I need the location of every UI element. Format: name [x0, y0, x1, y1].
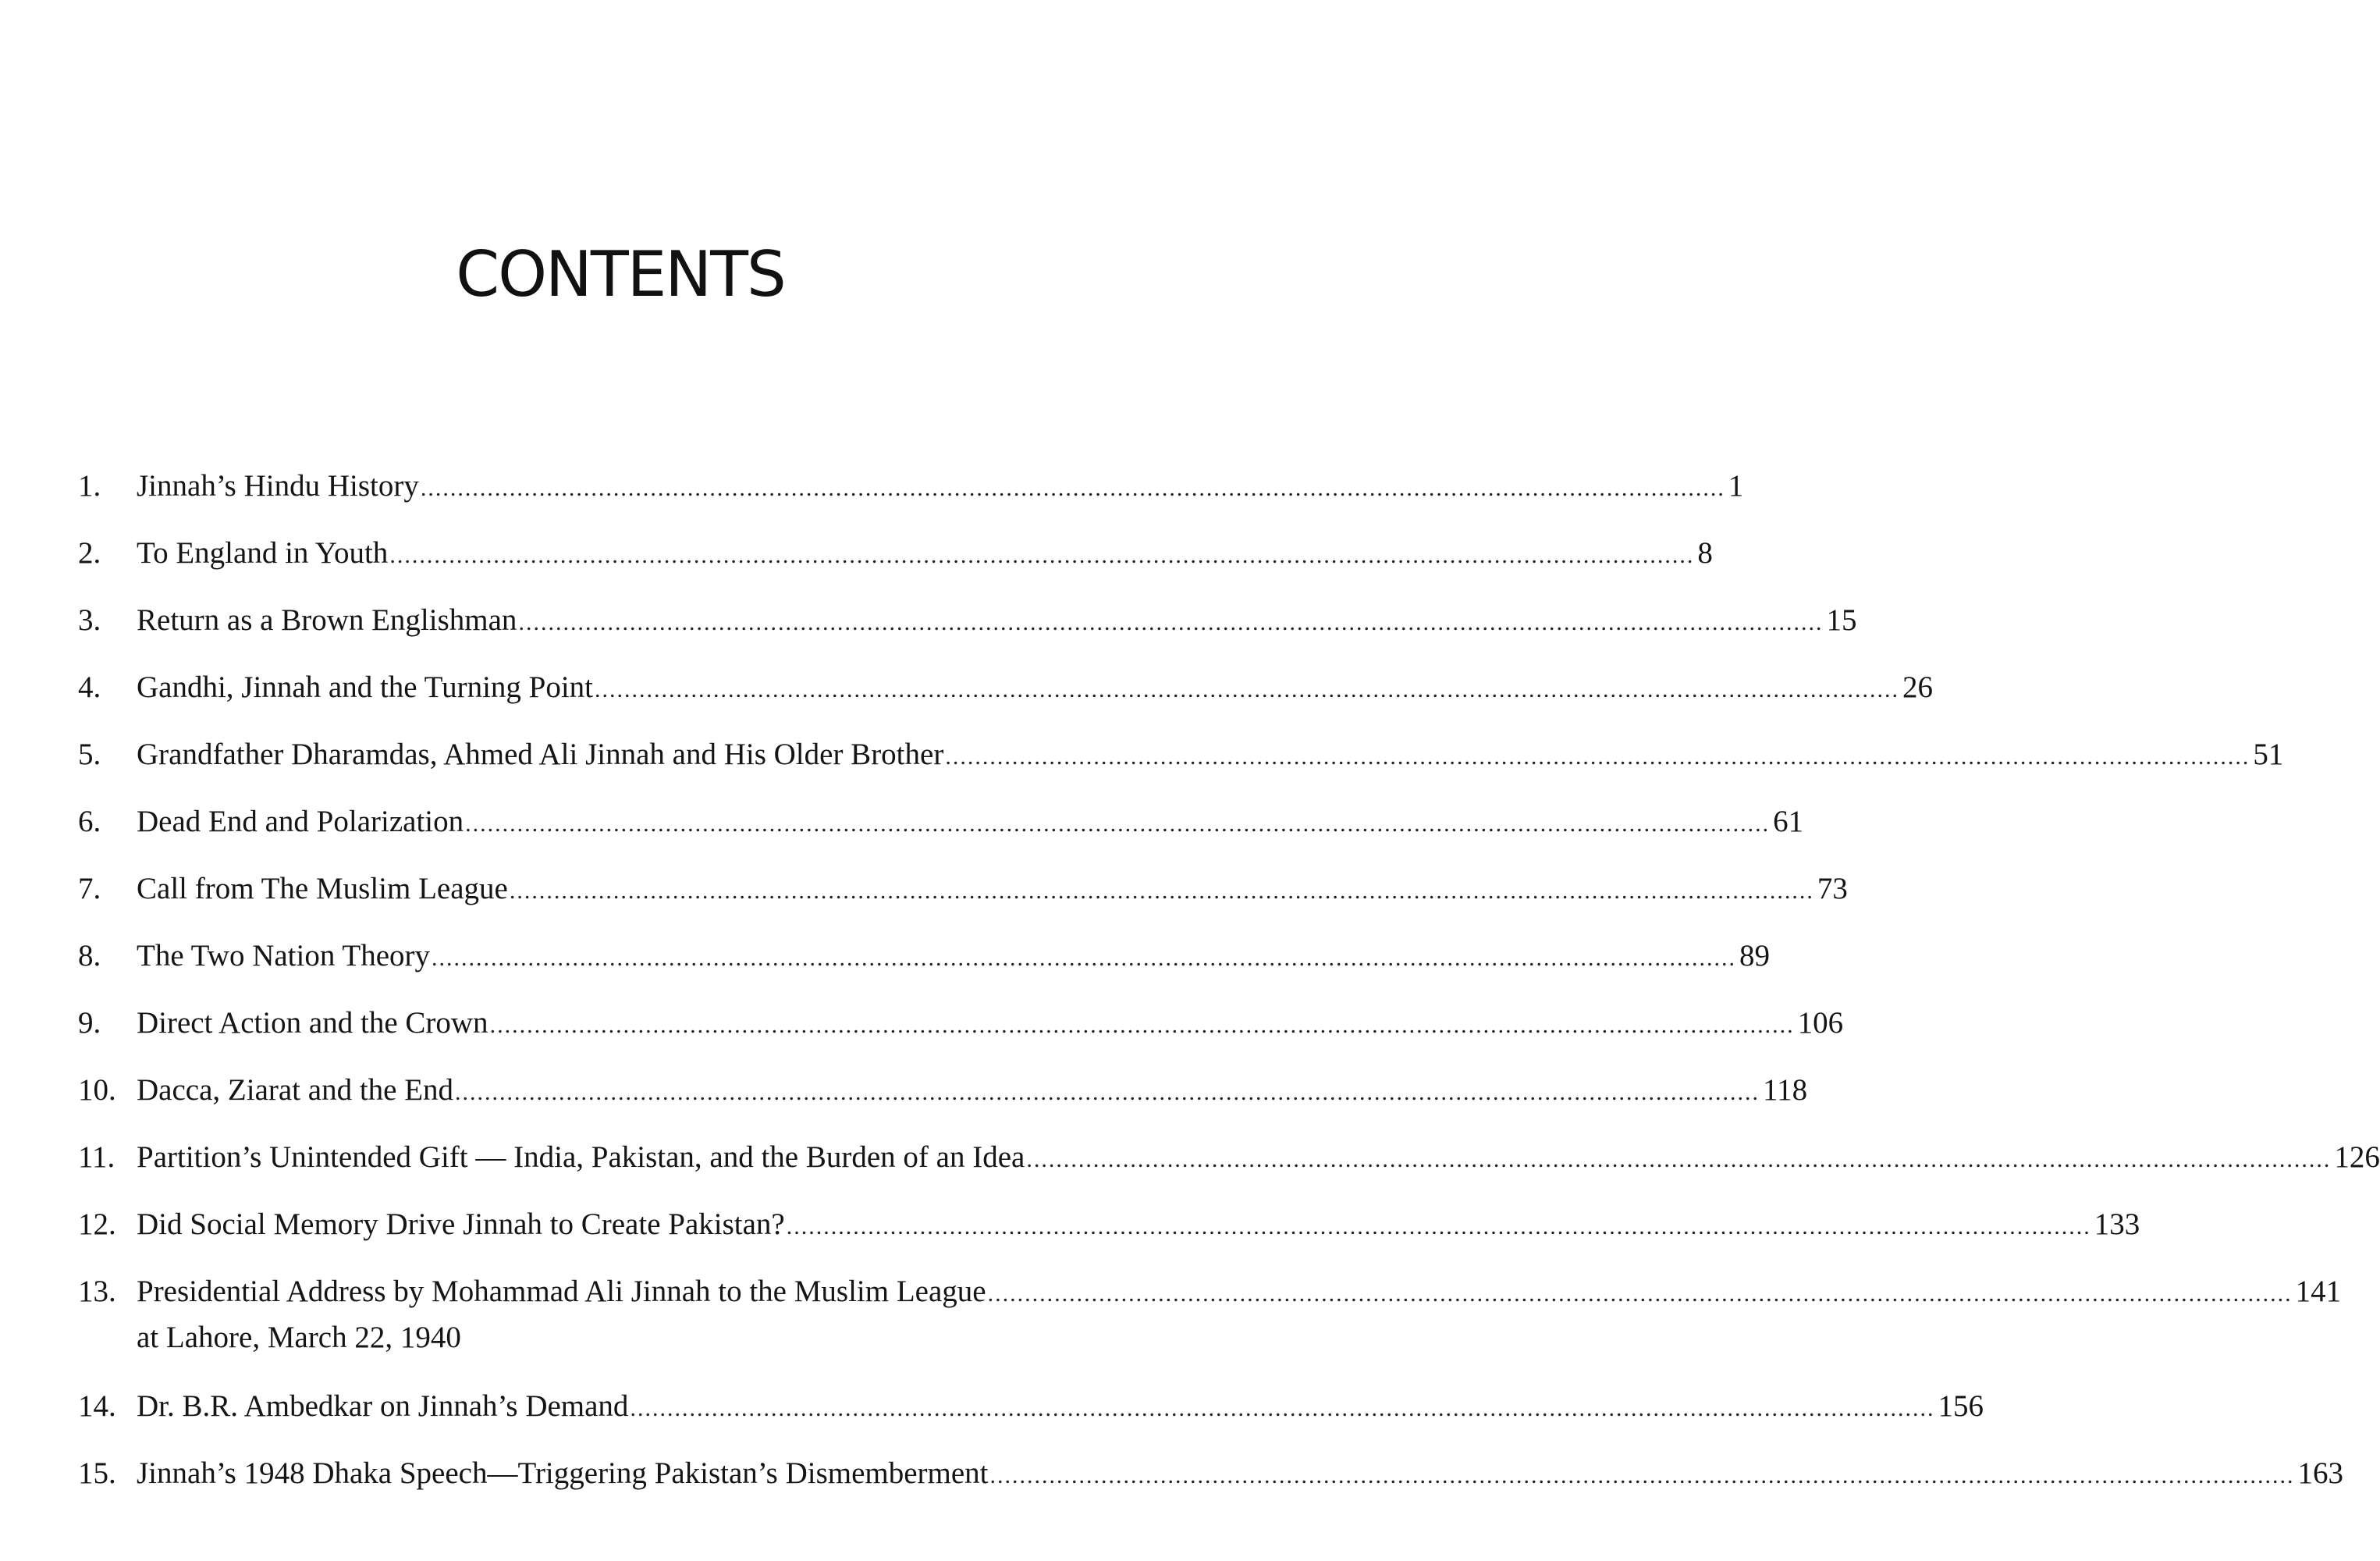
- toc-entry-8: [78, 934, 1771, 980]
- dot-leader: [518, 601, 1823, 645]
- toc-entry-page: 133: [2094, 1207, 2140, 1241]
- toc-entry-line: [137, 800, 1803, 846]
- dot-leader: [787, 1205, 2091, 1249]
- page-title: CONTENTS: [456, 238, 785, 311]
- dot-leader: [421, 467, 1725, 510]
- toc-entry-number: 15.: [78, 1456, 116, 1490]
- dot-leader: [990, 1454, 2295, 1498]
- dot-leader: [465, 802, 1770, 846]
- toc-entry-number: 5.: [78, 738, 101, 771]
- toc-entry-title: The Two Nation Theory: [137, 939, 431, 973]
- dot-leader: [988, 1272, 2293, 1316]
- toc-entry-number: 11.: [78, 1140, 115, 1174]
- toc-entry-6: [78, 800, 1804, 846]
- toc-entry-page: 141: [2295, 1275, 2342, 1308]
- dot-leader: [455, 1071, 1760, 1115]
- toc-entry-line: [137, 1270, 2341, 1316]
- toc-entry-page: 126: [2334, 1140, 2380, 1174]
- dot-leader: [630, 1387, 1934, 1431]
- toc-entry-page: 89: [1739, 939, 1771, 973]
- toc-entry-line: [137, 1452, 2343, 1498]
- toc-entry-4: [78, 666, 1934, 712]
- toc-entry-number: 2.: [78, 536, 101, 570]
- toc-entry-number: 10.: [78, 1073, 116, 1107]
- dot-leader: [510, 869, 1814, 913]
- dot-leader: [389, 534, 1694, 578]
- toc-entry-page: 156: [1938, 1389, 1984, 1423]
- dot-leader: [945, 735, 2250, 779]
- dot-leader: [1026, 1138, 2331, 1182]
- toc-entry-page: 106: [1797, 1006, 1844, 1040]
- toc-entry-title: Gandhi, Jinnah and the Turning Point: [137, 670, 594, 704]
- toc-entry-title: Jinnah’s Hindu History: [137, 469, 419, 503]
- toc-entry-number: 7.: [78, 872, 101, 905]
- toc-entry-number: 6.: [78, 805, 101, 838]
- toc-entry-10: [78, 1069, 1808, 1115]
- toc-entry-number: 13.: [78, 1275, 116, 1308]
- dot-leader: [595, 668, 1899, 712]
- toc-entry-page: 51: [2253, 738, 2284, 771]
- toc-entry-9: [78, 1001, 1844, 1047]
- toc-entry-title: Grandfather Dharamdas, Ahmed Ali Jinnah and His Older Brother: [137, 738, 944, 771]
- toc-entry-title: Return as a Brown Englishman: [137, 603, 517, 637]
- toc-entry-number: 3.: [78, 603, 101, 637]
- toc-entry-number: 8.: [78, 939, 101, 973]
- dot-leader: [490, 1004, 1795, 1047]
- toc-entry-page: 8: [1697, 536, 1713, 570]
- toc-entry-line: [137, 1385, 1984, 1431]
- toc-entry-line: [137, 464, 1743, 510]
- toc-entry-13: [78, 1270, 2342, 1360]
- toc-entry-5: [78, 733, 2284, 779]
- toc-entry-line: [137, 733, 2283, 779]
- toc-entry-line: [137, 934, 1770, 980]
- toc-entry-14: [78, 1385, 1984, 1431]
- toc-entry-page: 26: [1902, 670, 1934, 704]
- toc-entry-title: To England in Youth: [137, 536, 389, 570]
- toc-entry-line: [137, 666, 1933, 712]
- toc-entry-title: Dead End and Polarization: [137, 805, 464, 838]
- toc-entry-line: [137, 1069, 1807, 1115]
- toc-entry-15: [78, 1452, 2344, 1498]
- toc-entry-3: [78, 599, 1857, 645]
- toc-entry-title: Dacca, Ziarat and the End: [137, 1073, 454, 1107]
- toc-entry-line: [137, 599, 1856, 645]
- toc-entry-page: 1: [1728, 469, 1744, 503]
- toc-entry-title: Direct Action and the Crown: [137, 1006, 488, 1040]
- toc-entry-title: Jinnah’s 1948 Dhaka Speech—Triggering Pakistan’s Dismemberment: [137, 1456, 989, 1490]
- toc-entry-line: [137, 1001, 1843, 1047]
- toc-entry-title: Did Social Memory Drive Jinnah to Create Pakistan?: [137, 1207, 785, 1241]
- toc-entry-page: 163: [2297, 1456, 2344, 1490]
- table-of-contents: [78, 464, 2380, 1519]
- toc-entry-7: [78, 867, 1848, 913]
- toc-entry-number: 14.: [78, 1389, 116, 1423]
- toc-entry-title: Call from The Muslim League: [137, 872, 508, 905]
- toc-entry-number: 1.: [78, 469, 101, 503]
- toc-entry-line: [137, 532, 1713, 578]
- toc-entry-line: [137, 867, 1848, 913]
- toc-entry-12: [78, 1203, 2140, 1249]
- toc-entry-page: 15: [1826, 603, 1857, 637]
- dot-leader: [432, 937, 1736, 980]
- toc-entry-title-continuation: at Lahore, March 22, 1940: [137, 1321, 461, 1354]
- toc-entry-1: [78, 464, 1744, 510]
- toc-entry-title: Dr. B.R. Ambedkar on Jinnah’s Demand: [137, 1389, 629, 1423]
- toc-entry-page: 73: [1817, 872, 1848, 905]
- toc-entry-number: 12.: [78, 1207, 116, 1241]
- toc-entry-number: 9.: [78, 1006, 101, 1040]
- toc-entry-2: [78, 532, 1713, 578]
- toc-entry-11: [78, 1136, 2380, 1182]
- toc-entry-title: Presidential Address by Mohammad Ali Jinnah to the Muslim League: [137, 1275, 986, 1308]
- toc-entry-number: 4.: [78, 670, 101, 704]
- toc-entry-page: 118: [1763, 1073, 1808, 1107]
- toc-entry-title: Partition’s Unintended Gift — India, Pakistan, and the Burden of an Idea: [137, 1140, 1025, 1174]
- toc-entry-page: 61: [1773, 805, 1804, 838]
- toc-entry-line: [137, 1136, 2380, 1182]
- toc-entry-line: [137, 1203, 2140, 1249]
